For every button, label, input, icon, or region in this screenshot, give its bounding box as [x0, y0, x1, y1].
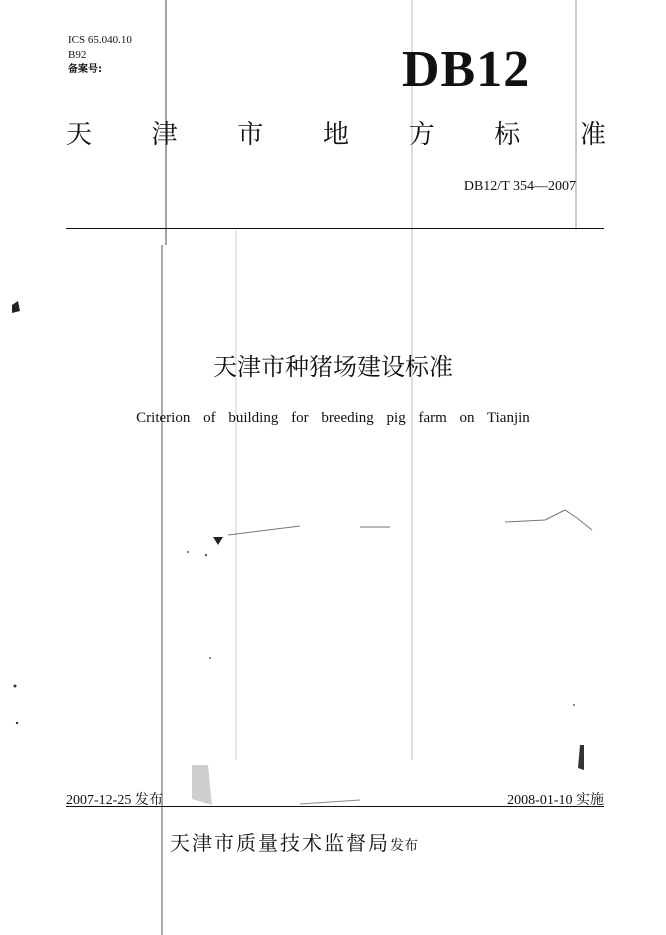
publish-date: 2007-12-25 发布: [66, 793, 163, 808]
standard-type-char: 准: [579, 120, 606, 150]
publisher-name: 天津市质量技术监督局: [170, 831, 390, 855]
english-title: Criterion of building for breeding pig farm on Tianjin: [136, 410, 530, 426]
standard-number: DB12/T 354—2007: [463, 179, 576, 194]
standard-type: [66, 118, 606, 152]
standard-type-char: 地: [322, 120, 349, 150]
standard-type-char: 市: [237, 120, 264, 150]
header-divider: [66, 228, 604, 229]
classification-code: B92: [68, 49, 87, 61]
standard-code: DB12: [402, 41, 531, 98]
footer-divider: [66, 806, 604, 807]
record-number-label: 备案号:: [68, 64, 102, 75]
standard-type-char: 天: [66, 120, 93, 150]
standard-type-char: 标: [494, 120, 521, 150]
publisher: [170, 827, 418, 856]
implement-date: 2008-01-10 实施: [507, 793, 604, 808]
standard-type-char: 津: [151, 120, 178, 150]
standard-type-char: 方: [408, 120, 435, 150]
publisher-suffix: 发布: [390, 838, 418, 854]
ics-code: ICS 65.040.10: [68, 34, 132, 46]
chinese-title: 天津市种猪场建设标准: [213, 353, 453, 381]
